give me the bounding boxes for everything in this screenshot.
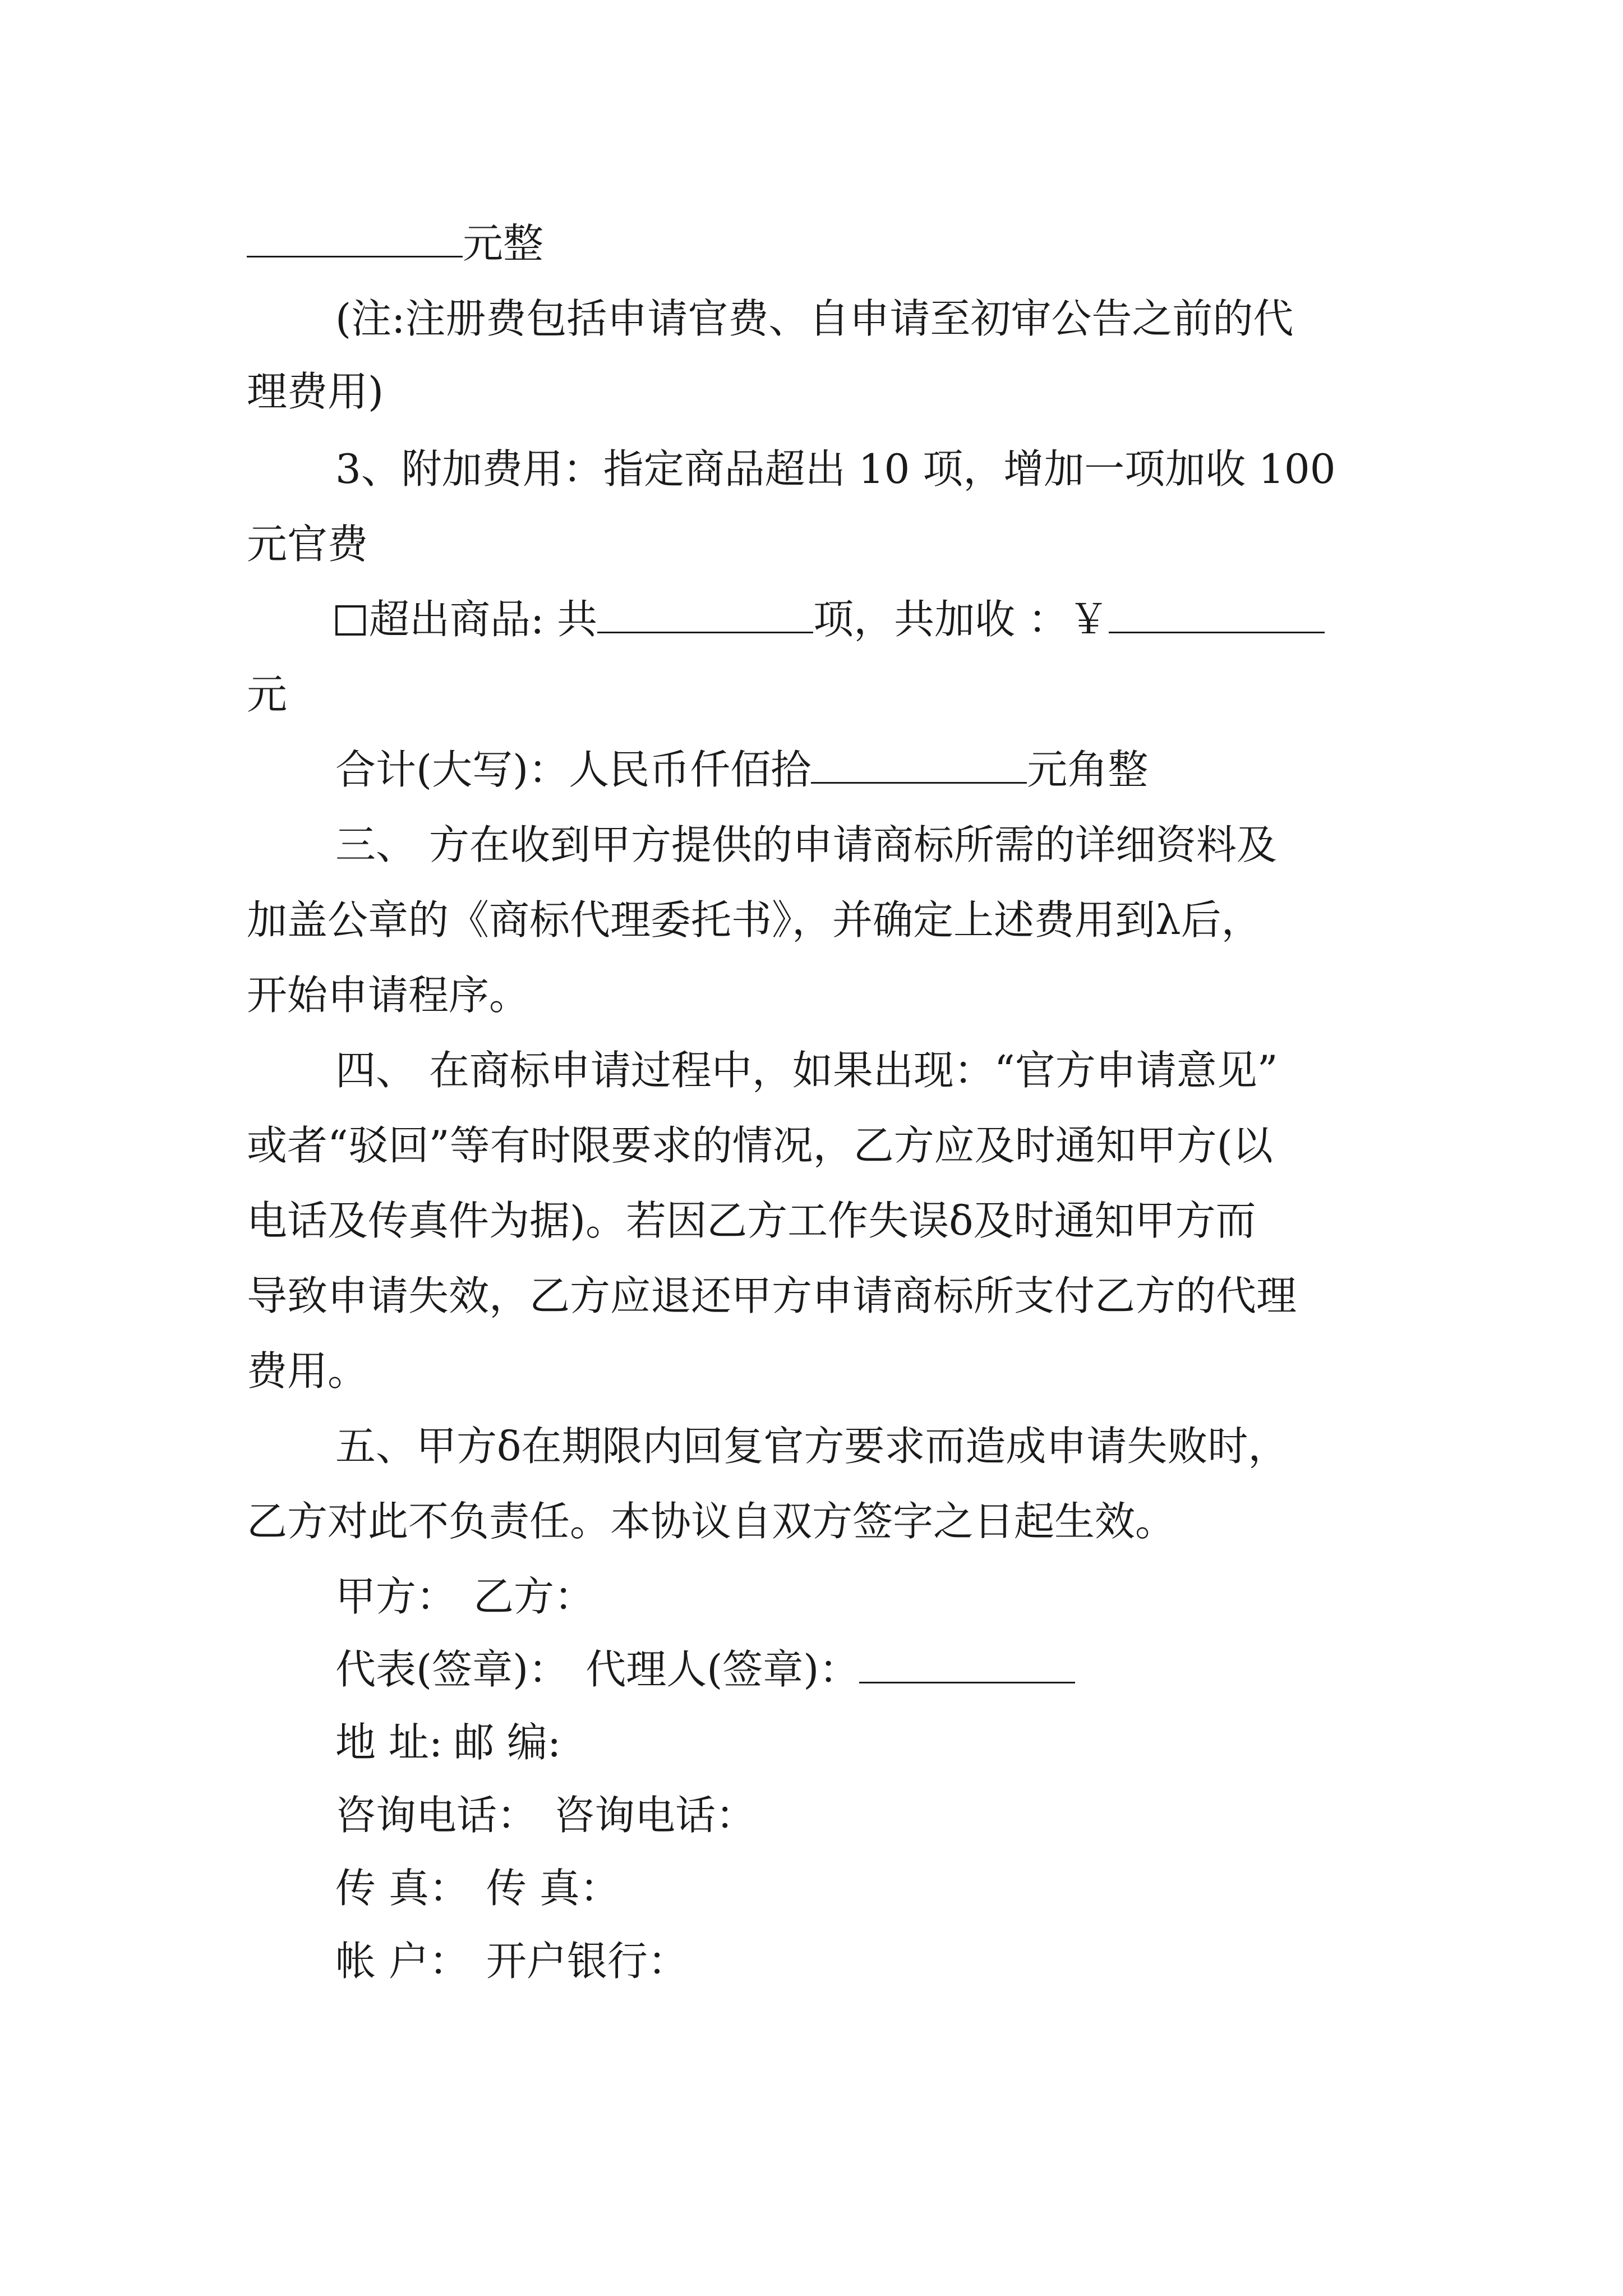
agent-signature-blank[interactable] [859, 1649, 1075, 1683]
party-a-label: 甲方： [335, 1573, 457, 1620]
clause3-line-2: 加盖公章的《商标代理委托书》，并确定上述费用到λ后， [247, 896, 1262, 944]
fee-total-suffix: 元整 [463, 220, 544, 267]
clause4-line-1: 四、 在商标申请过程中，如果出现：“官方申请意见” [335, 1047, 1278, 1094]
clause4-line-3: 电话及传真件为据)。若因乙方工作失误δ及时通知甲方而 [247, 1197, 1256, 1244]
clause3-line-1: 三、 方在收到甲方提供的申请商标所需的详细资料及 [335, 821, 1277, 868]
address-line [335, 1719, 561, 1766]
phone-a-label: 咨询电话： [335, 1792, 538, 1839]
account-label: 帐 户： [335, 1938, 469, 1985]
phone-line [335, 1792, 757, 1839]
fee-total-line [247, 220, 544, 267]
total-line [335, 746, 1149, 793]
clause4-line-4: 导致申请失效，乙方应退还甲方申请商标所支付乙方的代理 [247, 1272, 1297, 1319]
excess-items-label: 超出商品: 共 [369, 596, 598, 643]
excess-amount-blank[interactable] [1109, 599, 1325, 633]
note-line-1: (注:注册费包括申请官费、自申请至初审公告之前的代 [335, 295, 1294, 342]
bank-label: 开户银行： [486, 1938, 688, 1985]
total-blank[interactable] [811, 749, 1027, 784]
note-line-2: 理费用) [247, 368, 384, 415]
rep-b-label: 代理人(签章)： [585, 1646, 860, 1693]
party-b-label: 乙方： [473, 1573, 595, 1620]
clause5-line-1: 五、甲方δ在期限内回复官方要求而造成申请失败时， [335, 1423, 1289, 1470]
additional-fee-line-1: 3、附加费用：指定商品超出 10 项，增加一项加收 100 [335, 445, 1336, 493]
fax-b-label: 传 真： [486, 1865, 620, 1912]
excess-items-suffix: 元 [247, 671, 288, 718]
excess-items-checkbox[interactable] [335, 605, 366, 636]
address-label: 地 址: [335, 1719, 443, 1766]
rep-a-label: 代表(签章)： [335, 1646, 569, 1693]
total-prefix: 合计(大写)：人民币仟佰拾 [335, 746, 811, 793]
account-line [335, 1938, 688, 1985]
phone-b-label: 咨询电话： [554, 1792, 757, 1839]
excess-count-blank[interactable] [597, 599, 813, 633]
fax-line [335, 1865, 620, 1912]
clause3-line-3: 开始申请程序。 [247, 972, 530, 1019]
zip-label: 邮 编: [454, 1719, 561, 1766]
additional-fee-line-2: 元官费 [247, 521, 368, 568]
excess-items-line [335, 596, 1325, 643]
clause5-line-2: 乙方对此不负责任。本协议自双方签字之日起生效。 [247, 1498, 1176, 1545]
total-suffix: 元角整 [1027, 746, 1149, 793]
fee-total-blank[interactable] [247, 223, 463, 257]
clause4-line-5: 费用。 [247, 1347, 368, 1395]
fax-a-label: 传 真： [335, 1865, 469, 1912]
parties-line [335, 1573, 595, 1620]
clause4-line-2: 或者“驳回”等有时限要求的情况，乙方应及时通知甲方(以 [247, 1122, 1273, 1169]
excess-items-mid: 项，共加收 ：￥ [813, 596, 1109, 643]
representative-line [335, 1646, 1075, 1693]
